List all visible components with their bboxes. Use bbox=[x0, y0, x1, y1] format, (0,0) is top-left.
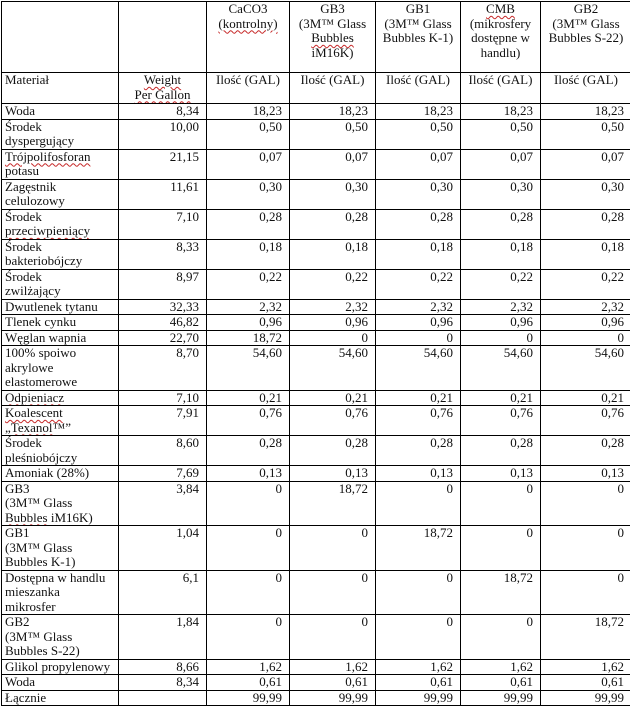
amount-cell: 18,23 bbox=[541, 104, 630, 120]
amount-cell: 0,07 bbox=[376, 149, 461, 179]
material-cell: Zagęstnik celulozowy bbox=[2, 179, 119, 209]
amount-cell: 0,30 bbox=[461, 179, 541, 209]
header-cell-product-5: CMB (mikrosfery dostępne w handlu) bbox=[461, 2, 541, 73]
amount-cell: 0,13 bbox=[541, 466, 630, 482]
material-cell: 100% spoiwo akrylowe elastomerowe bbox=[2, 346, 119, 391]
amount-cell: 0,96 bbox=[207, 315, 290, 331]
amount-cell: 0,76 bbox=[461, 406, 541, 436]
weight-cell: 7,69 bbox=[119, 466, 207, 482]
amount-cell: 0,22 bbox=[461, 269, 541, 299]
amount-cell: 18,23 bbox=[376, 104, 461, 120]
table-row bbox=[2, 659, 630, 675]
amount-cell: 0,28 bbox=[290, 436, 376, 466]
amount-cell: 0,13 bbox=[207, 466, 290, 482]
table-row bbox=[2, 466, 630, 482]
amount-cell: 0,50 bbox=[376, 119, 461, 149]
amount-cell: 0,28 bbox=[461, 436, 541, 466]
amount-cell: 0,61 bbox=[207, 675, 290, 691]
amount-cell: 0,18 bbox=[461, 239, 541, 269]
amount-cell: 0 bbox=[541, 330, 630, 346]
amount-cell: 99,99 bbox=[461, 690, 541, 706]
amount-cell: 0 bbox=[461, 615, 541, 660]
amount-cell: 0,61 bbox=[461, 675, 541, 691]
spellcheck-underline: Weight bbox=[143, 72, 182, 87]
amount-cell: 0,28 bbox=[207, 436, 290, 466]
amount-cell: 0,21 bbox=[461, 390, 541, 406]
amount-cell: 0,22 bbox=[541, 269, 630, 299]
amount-cell: 0,28 bbox=[207, 209, 290, 239]
amount-cell: 0,18 bbox=[207, 239, 290, 269]
amount-cell: 54,60 bbox=[207, 346, 290, 391]
amount-cell: 0 bbox=[461, 526, 541, 571]
table-row bbox=[2, 690, 630, 706]
weight-cell: 8,34 bbox=[119, 104, 207, 120]
amount-cell: 0,61 bbox=[290, 675, 376, 691]
table-row bbox=[2, 299, 630, 315]
amount-cell: 99,99 bbox=[541, 690, 630, 706]
amount-cell: 0,30 bbox=[207, 179, 290, 209]
header-cell-product-2: CaCO3 (kontrolny) bbox=[207, 2, 290, 73]
amount-cell: 54,60 bbox=[376, 346, 461, 391]
amount-cell: 18,23 bbox=[207, 104, 290, 120]
material-cell: Trójpolifosforan potasu bbox=[2, 149, 119, 179]
amount-cell: 1,62 bbox=[541, 659, 630, 675]
amount-cell: 0,13 bbox=[376, 466, 461, 482]
amount-cell: 0,76 bbox=[376, 406, 461, 436]
amount-cell: 0,07 bbox=[461, 149, 541, 179]
amount-cell: 18,23 bbox=[461, 104, 541, 120]
header-row-columns bbox=[2, 73, 630, 104]
amount-cell: 0,30 bbox=[541, 179, 630, 209]
weight-cell: 1,84 bbox=[119, 615, 207, 660]
header-cell-product-4: GB1 (3M™ Glass Bubbles K-1) bbox=[376, 2, 461, 73]
amount-cell: 0,61 bbox=[541, 675, 630, 691]
table-body bbox=[2, 104, 630, 706]
amount-cell: 2,32 bbox=[290, 299, 376, 315]
material-cell: Dostępna w handlu mieszanka mikrosfer bbox=[2, 570, 119, 615]
amount-cell: 0 bbox=[207, 526, 290, 571]
header-cell-amount-2: Ilość (GAL) bbox=[207, 73, 290, 104]
amount-cell: 18,72 bbox=[290, 481, 376, 526]
amount-cell: 0,22 bbox=[290, 269, 376, 299]
formulation-table bbox=[1, 1, 630, 706]
weight-cell: 8,70 bbox=[119, 346, 207, 391]
material-cell bbox=[2, 390, 119, 406]
amount-cell: 0,21 bbox=[376, 390, 461, 406]
amount-cell: 1,62 bbox=[207, 659, 290, 675]
weight-cell: 8,33 bbox=[119, 239, 207, 269]
header-cell-material: Materiał bbox=[2, 73, 119, 104]
weight-cell: 22,70 bbox=[119, 330, 207, 346]
amount-cell: 0,76 bbox=[290, 406, 376, 436]
amount-cell: 0,50 bbox=[541, 119, 630, 149]
amount-cell: 0 bbox=[541, 526, 630, 571]
amount-cell: 0 bbox=[290, 526, 376, 571]
amount-cell: 18,72 bbox=[376, 526, 461, 571]
amount-cell: 0 bbox=[461, 330, 541, 346]
amount-cell: 18,23 bbox=[290, 104, 376, 120]
spellcheck-underline: przeciwpieniący bbox=[5, 223, 91, 238]
table-row bbox=[2, 315, 630, 331]
amount-cell: 0,13 bbox=[461, 466, 541, 482]
amount-cell: 0,07 bbox=[541, 149, 630, 179]
weight-cell: 8,66 bbox=[119, 659, 207, 675]
header-row-products bbox=[2, 2, 630, 73]
table-row bbox=[2, 239, 630, 269]
amount-cell: 99,99 bbox=[376, 690, 461, 706]
table-row bbox=[2, 570, 630, 615]
amount-cell: 0 bbox=[541, 481, 630, 526]
amount-cell: 54,60 bbox=[541, 346, 630, 391]
header-cell-empty-weight bbox=[119, 2, 207, 73]
material-cell: Koalescent „Texanol™” bbox=[2, 406, 119, 436]
header-cell-weight-per-gallon bbox=[119, 73, 207, 104]
amount-cell: 0,28 bbox=[541, 209, 630, 239]
amount-cell: 0,50 bbox=[290, 119, 376, 149]
weight-cell: 7,10 bbox=[119, 209, 207, 239]
weight-cell: 3,84 bbox=[119, 481, 207, 526]
table-row bbox=[2, 436, 630, 466]
amount-cell: 0,96 bbox=[376, 315, 461, 331]
amount-cell: 0 bbox=[376, 615, 461, 660]
header-cell-empty-material bbox=[2, 2, 119, 73]
spellcheck-underline: Per Gallon bbox=[134, 86, 191, 102]
material-cell: Środek zwilżający bbox=[2, 269, 119, 299]
amount-cell: 0,61 bbox=[376, 675, 461, 691]
spellcheck-underline: Bubbles bbox=[311, 30, 354, 45]
amount-cell: 0,28 bbox=[376, 209, 461, 239]
amount-cell: 0,18 bbox=[541, 239, 630, 269]
amount-cell: 0,76 bbox=[541, 406, 630, 436]
header-cell-amount-5: Ilość (GAL) bbox=[461, 73, 541, 104]
table-row bbox=[2, 526, 630, 571]
amount-cell: 0,18 bbox=[376, 239, 461, 269]
amount-cell: 0 bbox=[290, 570, 376, 615]
amount-cell: 0 bbox=[207, 570, 290, 615]
amount-cell: 2,32 bbox=[207, 299, 290, 315]
spellcheck-underline: CMB bbox=[486, 1, 515, 16]
header-cell-amount-6: Ilość (GAL) bbox=[541, 73, 630, 104]
table-row bbox=[2, 330, 630, 346]
table-row bbox=[2, 675, 630, 691]
table-row bbox=[2, 615, 630, 660]
material-cell: Dwutlenek tytanu bbox=[2, 299, 119, 315]
material-cell: GB3 (3M™ Glass Bubbles iM16K) bbox=[2, 481, 119, 526]
weight-cell: 8,97 bbox=[119, 269, 207, 299]
table-row bbox=[2, 406, 630, 436]
material-cell: Środek przeciwpieniący bbox=[2, 209, 119, 239]
amount-cell: 0,07 bbox=[290, 149, 376, 179]
amount-cell: 2,32 bbox=[541, 299, 630, 315]
table-row bbox=[2, 390, 630, 406]
amount-cell: 0 bbox=[207, 615, 290, 660]
amount-cell: 0,13 bbox=[290, 466, 376, 482]
table-row bbox=[2, 179, 630, 209]
amount-cell: 0,28 bbox=[290, 209, 376, 239]
amount-cell: 2,32 bbox=[376, 299, 461, 315]
amount-cell: 0,22 bbox=[207, 269, 290, 299]
spellcheck-underline: (kontrolny) bbox=[218, 15, 278, 31]
amount-cell: 0 bbox=[290, 615, 376, 660]
table-row bbox=[2, 481, 630, 526]
weight-cell: 21,15 bbox=[119, 149, 207, 179]
table-row bbox=[2, 346, 630, 391]
weight-cell: 8,34 bbox=[119, 675, 207, 691]
table-row bbox=[2, 209, 630, 239]
amount-cell: 0,50 bbox=[207, 119, 290, 149]
table-row bbox=[2, 149, 630, 179]
spellcheck-underline: Koalescent bbox=[5, 405, 63, 420]
material-cell: Woda bbox=[2, 104, 119, 120]
amount-cell: 1,62 bbox=[461, 659, 541, 675]
amount-cell: 0,28 bbox=[461, 209, 541, 239]
header-cell-product-6: GB2 (3M™ Glass Bubbles S-22) bbox=[541, 2, 630, 73]
amount-cell: 0,28 bbox=[376, 436, 461, 466]
material-cell: Tlenek cynku bbox=[2, 315, 119, 331]
amount-cell: 0,50 bbox=[461, 119, 541, 149]
amount-cell: 54,60 bbox=[461, 346, 541, 391]
amount-cell: 0 bbox=[461, 481, 541, 526]
amount-cell: 0,28 bbox=[541, 436, 630, 466]
spellcheck-underline: Odpieniacz bbox=[5, 390, 65, 405]
amount-cell: 99,99 bbox=[207, 690, 290, 706]
material-cell: GB2 (3M™ Glass Bubbles S-22) bbox=[2, 615, 119, 660]
amount-cell: 0 bbox=[376, 570, 461, 615]
amount-cell: 0 bbox=[290, 330, 376, 346]
amount-cell: 0,96 bbox=[461, 315, 541, 331]
table-header bbox=[2, 2, 630, 104]
weight-cell: 11,61 bbox=[119, 179, 207, 209]
amount-cell: 1,62 bbox=[290, 659, 376, 675]
material-cell: Amoniak (28%) bbox=[2, 466, 119, 482]
amount-cell: 0 bbox=[376, 481, 461, 526]
amount-cell: 0,21 bbox=[541, 390, 630, 406]
amount-cell: 99,99 bbox=[290, 690, 376, 706]
material-cell: Środek bakteriobójczy bbox=[2, 239, 119, 269]
header-cell-product-3: GB3 (3M™ Glass Bubbles iM16K) bbox=[290, 2, 376, 73]
spellcheck-underline: Bubbles bbox=[5, 509, 48, 525]
weight-cell: 32,33 bbox=[119, 299, 207, 315]
material-cell: Łącznie bbox=[2, 690, 119, 706]
table-row bbox=[2, 269, 630, 299]
material-cell: Glikol propylenowy bbox=[2, 659, 119, 675]
header-cell-amount-3: Ilość (GAL) bbox=[290, 73, 376, 104]
material-cell: Środek dyspergujący bbox=[2, 119, 119, 149]
amount-cell: 18,72 bbox=[541, 615, 630, 660]
material-cell: GB1 (3M™ Glass Bubbles K-1) bbox=[2, 526, 119, 571]
spellcheck-underline: Trójpolifosforan bbox=[5, 149, 91, 164]
weight-cell: 10,00 bbox=[119, 119, 207, 149]
weight-cell: 7,10 bbox=[119, 390, 207, 406]
amount-cell: 0,30 bbox=[376, 179, 461, 209]
amount-cell: 18,72 bbox=[207, 330, 290, 346]
header-cell-amount-4: Ilość (GAL) bbox=[376, 73, 461, 104]
amount-cell: 18,72 bbox=[461, 570, 541, 615]
spellcheck-underline: Texanol bbox=[10, 419, 53, 435]
material-cell: Woda bbox=[2, 675, 119, 691]
material-cell: Węglan wapnia bbox=[2, 330, 119, 346]
amount-cell: 0,96 bbox=[290, 315, 376, 331]
amount-cell: 0,21 bbox=[290, 390, 376, 406]
amount-cell: 1,62 bbox=[376, 659, 461, 675]
amount-cell: 0,18 bbox=[290, 239, 376, 269]
amount-cell: 0,76 bbox=[207, 406, 290, 436]
weight-cell: 46,82 bbox=[119, 315, 207, 331]
amount-cell: 0,30 bbox=[290, 179, 376, 209]
table-row bbox=[2, 119, 630, 149]
amount-cell: 2,32 bbox=[461, 299, 541, 315]
amount-cell: 0 bbox=[376, 330, 461, 346]
weight-cell: 8,60 bbox=[119, 436, 207, 466]
amount-cell: 0,21 bbox=[207, 390, 290, 406]
weight-cell bbox=[119, 690, 207, 706]
amount-cell: 0 bbox=[207, 481, 290, 526]
amount-cell: 0 bbox=[541, 570, 630, 615]
weight-cell: 7,91 bbox=[119, 406, 207, 436]
table-row bbox=[2, 104, 630, 120]
material-cell: Środek pleśniobójczy bbox=[2, 436, 119, 466]
weight-cell: 1,04 bbox=[119, 526, 207, 571]
amount-cell: 0,22 bbox=[376, 269, 461, 299]
amount-cell: 0,96 bbox=[541, 315, 630, 331]
amount-cell: 0,07 bbox=[207, 149, 290, 179]
amount-cell: 54,60 bbox=[290, 346, 376, 391]
weight-cell: 6,1 bbox=[119, 570, 207, 615]
